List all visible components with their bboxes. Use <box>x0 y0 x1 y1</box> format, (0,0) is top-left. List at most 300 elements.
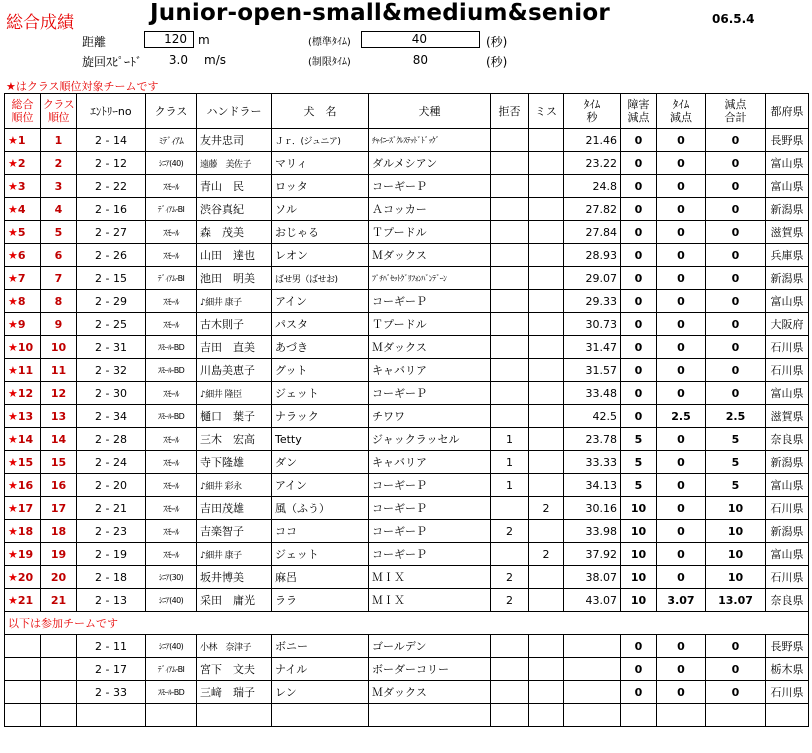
dog-name: レオン <box>272 244 369 267</box>
empty-cell <box>272 704 369 727</box>
miss-count <box>529 520 564 543</box>
time-points: 0 <box>657 221 706 244</box>
time-points: 0 <box>657 543 706 566</box>
overall-rank <box>5 566 41 589</box>
overall-rank-value: 1 <box>17 133 26 147</box>
entry-no: 2 - 23 <box>77 520 146 543</box>
total-points: 5 <box>706 451 766 474</box>
distance-unit: m <box>198 33 210 47</box>
col-class-rank: クラス 順位 <box>41 94 77 129</box>
empty-cell <box>706 704 766 727</box>
class-rank: 3 <box>41 175 77 198</box>
breed: コーギーＰ <box>369 175 491 198</box>
prefecture: 富山県 <box>766 175 809 198</box>
limit-time-label: (制限ﾀｲﾑ) <box>308 57 351 68</box>
total-points: 0 <box>706 152 766 175</box>
entry-no: 2 - 20 <box>77 474 146 497</box>
overall-rank <box>5 520 41 543</box>
handler-name: ♪細井 彩永 <box>197 474 272 497</box>
miss-count <box>529 359 564 382</box>
prefecture: 滋賀県 <box>766 221 809 244</box>
refusal-count <box>491 129 529 152</box>
overall-rank <box>5 313 41 336</box>
prefecture: 新潟県 <box>766 198 809 221</box>
star-icon: ★ <box>8 156 18 170</box>
dog-name: グット <box>272 359 369 382</box>
total-points: 0 <box>706 336 766 359</box>
handler-name: 樋口 葉子 <box>197 405 272 428</box>
class-name: ﾃﾞｨｱﾑ-BI <box>146 658 197 681</box>
overall-rank <box>5 336 41 359</box>
standard-time-label: (標準ﾀｲﾑ) <box>308 37 351 48</box>
class-rank: 2 <box>41 152 77 175</box>
table-row <box>5 198 809 221</box>
time-points: 0 <box>657 520 706 543</box>
limit-time-unit: (秒) <box>486 55 508 69</box>
run-time: 43.07 <box>564 589 621 612</box>
total-points: 5 <box>706 428 766 451</box>
handler-name: ♪細井 康子 <box>197 290 272 313</box>
miss-count: 2 <box>529 543 564 566</box>
fault-points: 0 <box>621 658 657 681</box>
total-points: 0 <box>706 313 766 336</box>
class-name: ｽﾓｰﾙ <box>146 221 197 244</box>
miss-count <box>529 290 564 313</box>
prefecture: 富山県 <box>766 474 809 497</box>
entry-no: 2 - 26 <box>77 244 146 267</box>
dog-name: ナイル <box>272 658 369 681</box>
prefecture: 大阪府 <box>766 313 809 336</box>
refusal-count: 2 <box>491 589 529 612</box>
total-points: 10 <box>706 566 766 589</box>
fault-points: 0 <box>621 681 657 704</box>
class-name: ｽﾓｰﾙ <box>146 382 197 405</box>
star-icon: ★ <box>8 271 18 285</box>
breed: キャバリア <box>369 359 491 382</box>
class-rank: 12 <box>41 382 77 405</box>
miss-count <box>529 451 564 474</box>
dog-name: レン <box>272 681 369 704</box>
breed: Ｍダックス <box>369 244 491 267</box>
table-row <box>5 382 809 405</box>
time-points: 0 <box>657 359 706 382</box>
run-time: 33.48 <box>564 382 621 405</box>
overall-rank-value: 2 <box>17 156 26 170</box>
refusal-count <box>491 336 529 359</box>
fault-points: 0 <box>621 290 657 313</box>
prefecture: 兵庫県 <box>766 244 809 267</box>
results-table <box>4 93 809 727</box>
miss-count <box>529 221 564 244</box>
distance-value: 120 <box>144 31 194 48</box>
total-points: 0 <box>706 198 766 221</box>
handler-name: ♪細井 康子 <box>197 543 272 566</box>
fault-points: 0 <box>621 221 657 244</box>
standard-time-unit: (秒) <box>486 35 508 49</box>
overall-rank <box>5 658 41 681</box>
entry-no: 2 - 31 <box>77 336 146 359</box>
run-time: 30.16 <box>564 497 621 520</box>
miss-count <box>529 658 564 681</box>
prefecture: 石川県 <box>766 359 809 382</box>
col-class: クラス <box>146 94 197 129</box>
overall-rank-value: 4 <box>17 202 26 216</box>
star-icon: ★ <box>8 432 18 446</box>
empty-cell <box>146 704 197 727</box>
dog-name: ナラック <box>272 405 369 428</box>
overall-rank <box>5 589 41 612</box>
overall-rank-value: 7 <box>17 271 26 285</box>
total-points: 10 <box>706 497 766 520</box>
entry-no: 2 - 17 <box>77 658 146 681</box>
empty-row <box>5 704 809 727</box>
entry-no: 2 - 25 <box>77 313 146 336</box>
dog-name: パスタ <box>272 313 369 336</box>
handler-name: ♪細井 隆臣 <box>197 382 272 405</box>
table-row <box>5 313 809 336</box>
time-points: 0 <box>657 267 706 290</box>
class-rank <box>41 681 77 704</box>
overall-rank-value: 6 <box>17 248 26 262</box>
empty-cell <box>77 704 146 727</box>
class-name: ｽﾓｰﾙ <box>146 244 197 267</box>
table-row <box>5 129 809 152</box>
overall-rank-value: 9 <box>17 317 26 331</box>
speed-unit: m/s <box>204 53 226 67</box>
handler-name: 三木 宏高 <box>197 428 272 451</box>
dog-name: 風（ふう） <box>272 497 369 520</box>
run-time: 21.46 <box>564 129 621 152</box>
entry-no: 2 - 24 <box>77 451 146 474</box>
refusal-count <box>491 152 529 175</box>
overall-rank <box>5 175 41 198</box>
overall-rank <box>5 129 41 152</box>
entry-no: 2 - 33 <box>77 681 146 704</box>
overall-rank-value: 12 <box>17 386 34 400</box>
refusal-count <box>491 382 529 405</box>
prefecture: 石川県 <box>766 681 809 704</box>
empty-cell <box>564 704 621 727</box>
handler-name: 采田 庸光 <box>197 589 272 612</box>
table-row <box>5 359 809 382</box>
fault-points: 5 <box>621 451 657 474</box>
refusal-count <box>491 635 529 658</box>
participant-row <box>5 635 809 658</box>
total-points: 5 <box>706 474 766 497</box>
fault-points: 0 <box>621 313 657 336</box>
total-points: 10 <box>706 543 766 566</box>
time-points: 0 <box>657 313 706 336</box>
class-name: ｼﾆｱ(40) <box>146 152 197 175</box>
col-breed: 犬種 <box>369 94 491 129</box>
dog-name: あづき <box>272 336 369 359</box>
overall-rank <box>5 290 41 313</box>
breed: Ｔプードル <box>369 221 491 244</box>
miss-count <box>529 244 564 267</box>
star-icon: ★ <box>8 248 18 262</box>
breed: ボーダーコリー <box>369 658 491 681</box>
col-refusal: 拒否 <box>491 94 529 129</box>
miss-count <box>529 589 564 612</box>
table-row <box>5 152 809 175</box>
run-time: 29.07 <box>564 267 621 290</box>
total-points: 0 <box>706 221 766 244</box>
class-name: ｽﾓｰﾙ <box>146 175 197 198</box>
class-rank: 4 <box>41 198 77 221</box>
miss-count <box>529 428 564 451</box>
time-points: 0 <box>657 152 706 175</box>
fault-points: 0 <box>621 336 657 359</box>
star-icon: ★ <box>8 133 18 147</box>
run-time: 37.92 <box>564 543 621 566</box>
class-name: ｽﾓｰﾙ-BD <box>146 681 197 704</box>
overall-rank-value: 10 <box>17 340 34 354</box>
dog-name: ララ <box>272 589 369 612</box>
prefecture: 富山県 <box>766 152 809 175</box>
handler-name: 吉田 直美 <box>197 336 272 359</box>
table-row <box>5 428 809 451</box>
table-row <box>5 474 809 497</box>
star-icon: ★ <box>8 179 18 193</box>
class-name: ｼﾆｱ(40) <box>146 589 197 612</box>
refusal-count <box>491 175 529 198</box>
fault-points: 0 <box>621 267 657 290</box>
refusal-count <box>491 658 529 681</box>
table-row <box>5 290 809 313</box>
handler-name: 森 茂美 <box>197 221 272 244</box>
overall-rank <box>5 681 41 704</box>
standard-time-value: 40 <box>361 31 480 48</box>
star-icon: ★ <box>8 570 18 584</box>
run-time: 33.33 <box>564 451 621 474</box>
refusal-count: 1 <box>491 451 529 474</box>
overall-rank <box>5 359 41 382</box>
refusal-count <box>491 681 529 704</box>
empty-cell <box>197 704 272 727</box>
empty-cell <box>491 704 529 727</box>
col-time: ﾀｲﾑ 秒 <box>564 94 621 129</box>
col-handler: ハンドラー <box>197 94 272 129</box>
class-rank: 1 <box>41 129 77 152</box>
handler-name: 吉楽智子 <box>197 520 272 543</box>
fault-points: 5 <box>621 474 657 497</box>
prefecture: 奈良県 <box>766 589 809 612</box>
breed: キャバリア <box>369 451 491 474</box>
empty-cell <box>621 704 657 727</box>
col-entry-no: ｴﾝﾄﾘｰno <box>77 94 146 129</box>
class-name: ｽﾓｰﾙ <box>146 428 197 451</box>
class-rank: 14 <box>41 428 77 451</box>
table-row <box>5 589 809 612</box>
class-name: ｽﾓｰﾙ <box>146 290 197 313</box>
prefecture: 石川県 <box>766 336 809 359</box>
class-name: ｽﾓｰﾙ-BD <box>146 405 197 428</box>
class-rank: 17 <box>41 497 77 520</box>
prefecture: 栃木県 <box>766 658 809 681</box>
miss-count <box>529 405 564 428</box>
overall-rank <box>5 497 41 520</box>
dog-name: ダン <box>272 451 369 474</box>
run-time <box>564 681 621 704</box>
overall-rank <box>5 635 41 658</box>
breed: Ｍダックス <box>369 681 491 704</box>
handler-name: 三﨑 瑞子 <box>197 681 272 704</box>
run-time <box>564 635 621 658</box>
class-rank: 18 <box>41 520 77 543</box>
breed: コーギーＰ <box>369 290 491 313</box>
breed: ダルメシアン <box>369 152 491 175</box>
prefecture: 新潟県 <box>766 451 809 474</box>
overall-rank <box>5 152 41 175</box>
dog-name: Ｊｒ．(ジュニア) <box>272 129 369 152</box>
fault-points: 0 <box>621 198 657 221</box>
breed: コーギーＰ <box>369 520 491 543</box>
miss-count <box>529 175 564 198</box>
star-icon: ★ <box>8 317 18 331</box>
refusal-count <box>491 267 529 290</box>
class-rank: 8 <box>41 290 77 313</box>
refusal-count <box>491 497 529 520</box>
breed: コーギーＰ <box>369 382 491 405</box>
table-row <box>5 566 809 589</box>
fault-points: 10 <box>621 497 657 520</box>
prefecture: 新潟県 <box>766 520 809 543</box>
refusal-count <box>491 313 529 336</box>
run-time: 31.57 <box>564 359 621 382</box>
miss-count <box>529 313 564 336</box>
speed-value: 3.0 <box>168 53 188 67</box>
fault-points: 0 <box>621 175 657 198</box>
breed: ＭＩＸ <box>369 566 491 589</box>
overall-rank-value: 3 <box>17 179 26 193</box>
miss-count <box>529 382 564 405</box>
entry-no: 2 - 12 <box>77 152 146 175</box>
event-date: 06.5.4 <box>712 12 755 26</box>
time-points: 3.07 <box>657 589 706 612</box>
fault-points: 0 <box>621 382 657 405</box>
empty-cell <box>657 704 706 727</box>
class-rank: 9 <box>41 313 77 336</box>
run-time: 28.93 <box>564 244 621 267</box>
miss-count: 2 <box>529 497 564 520</box>
refusal-count: 1 <box>491 474 529 497</box>
total-points: 0 <box>706 244 766 267</box>
star-icon: ★ <box>8 409 18 423</box>
class-name: ｼﾆｱ(40) <box>146 635 197 658</box>
col-total-points: 減点 合計 <box>706 94 766 129</box>
table-row <box>5 221 809 244</box>
prefecture: 富山県 <box>766 382 809 405</box>
total-points: 10 <box>706 520 766 543</box>
dog-name: ジェット <box>272 382 369 405</box>
overall-rank-value: 14 <box>17 432 34 446</box>
handler-name: 青山 民 <box>197 175 272 198</box>
entry-no: 2 - 19 <box>77 543 146 566</box>
fault-points: 0 <box>621 129 657 152</box>
dog-name: 麻呂 <box>272 566 369 589</box>
table-row <box>5 543 809 566</box>
run-time <box>564 658 621 681</box>
breed: ﾌﾟﾁﾊﾞｾｯﾄｸﾞﾘﾌｫﾝﾊﾞﾝﾃﾞｰﾝ <box>369 267 491 290</box>
miss-count <box>529 152 564 175</box>
breed: チワワ <box>369 405 491 428</box>
class-name: ｽﾓｰﾙ <box>146 474 197 497</box>
table-row <box>5 451 809 474</box>
prefecture: 石川県 <box>766 497 809 520</box>
participant-row <box>5 658 809 681</box>
run-time: 23.22 <box>564 152 621 175</box>
entry-no: 2 - 11 <box>77 635 146 658</box>
miss-count <box>529 129 564 152</box>
breed: ゴールデン <box>369 635 491 658</box>
table-header-row <box>5 94 809 129</box>
miss-count <box>529 198 564 221</box>
class-rank: 11 <box>41 359 77 382</box>
miss-count <box>529 681 564 704</box>
class-name: ｼﾆｱ(30) <box>146 566 197 589</box>
class-name: ｽﾓｰﾙ-BD <box>146 336 197 359</box>
overall-rank <box>5 267 41 290</box>
fault-points: 0 <box>621 152 657 175</box>
fault-points: 10 <box>621 589 657 612</box>
entry-no: 2 - 13 <box>77 589 146 612</box>
entry-no: 2 - 21 <box>77 497 146 520</box>
time-points: 0 <box>657 635 706 658</box>
handler-name: 古木則子 <box>197 313 272 336</box>
star-icon: ★ <box>8 478 18 492</box>
prefecture: 奈良県 <box>766 428 809 451</box>
star-icon: ★ <box>8 524 18 538</box>
refusal-count <box>491 221 529 244</box>
dog-name: ボニー <box>272 635 369 658</box>
refusal-count <box>491 359 529 382</box>
star-icon: ★ <box>8 202 18 216</box>
run-time: 33.98 <box>564 520 621 543</box>
total-points: 2.5 <box>706 405 766 428</box>
overall-rank <box>5 244 41 267</box>
table-row <box>5 267 809 290</box>
prefecture: 石川県 <box>766 566 809 589</box>
entry-no: 2 - 18 <box>77 566 146 589</box>
total-points: 0 <box>706 635 766 658</box>
time-points: 0 <box>657 474 706 497</box>
handler-name: 寺下隆雄 <box>197 451 272 474</box>
fault-points: 0 <box>621 635 657 658</box>
overall-rank <box>5 198 41 221</box>
breed: コーギーＰ <box>369 497 491 520</box>
prefecture: 新潟県 <box>766 267 809 290</box>
class-name: ｽﾓｰﾙ <box>146 543 197 566</box>
time-points: 2.5 <box>657 405 706 428</box>
run-time: 24.8 <box>564 175 621 198</box>
col-overall-rank: 総合 順位 <box>5 94 41 129</box>
time-points: 0 <box>657 428 706 451</box>
overall-rank <box>5 221 41 244</box>
entry-no: 2 - 14 <box>77 129 146 152</box>
dog-name: マリィ <box>272 152 369 175</box>
overall-rank <box>5 451 41 474</box>
entry-no: 2 - 34 <box>77 405 146 428</box>
col-time-points: ﾀｲﾑ 減点 <box>657 94 706 129</box>
col-fault-points: 障害 減点 <box>621 94 657 129</box>
star-icon: ★ <box>8 340 18 354</box>
class-rank: 6 <box>41 244 77 267</box>
class-name: ｽﾓｰﾙ <box>146 451 197 474</box>
distance-label: 距離 <box>82 35 107 49</box>
col-dog-name: 犬 名 <box>272 94 369 129</box>
dog-name: Tetty <box>272 428 369 451</box>
empty-cell <box>41 704 77 727</box>
